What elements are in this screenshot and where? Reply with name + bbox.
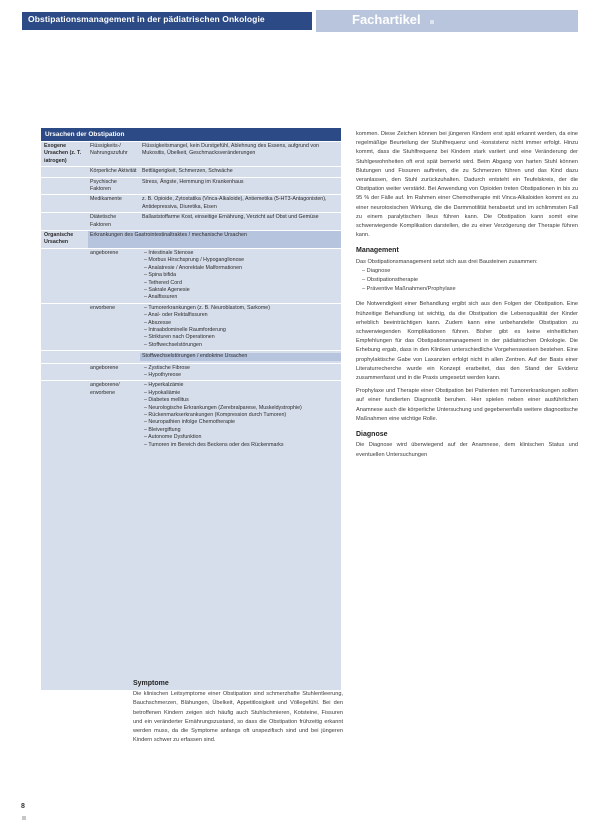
table-row — [41, 248, 341, 303]
table-row — [41, 230, 341, 248]
right-column — [356, 130, 578, 460]
table-cell-type: Flüssigkeits-/ Nahrungszufuhr — [90, 143, 128, 157]
table-cell-item: Ballaststoffarme Kost, einseitige Ernährung, Verzicht auf Obst und Gemüse — [142, 214, 319, 221]
table-cell-item: Flüssigkeitsmangel, kein Durstgefühl, Ablehnung des Essens, aufgrund von Mukositis, Übelkeit, Geschmacksveränderungen — [142, 143, 319, 157]
table-cell-details — [140, 178, 341, 195]
diagnose-text: Die Diagnose wird überwiegend auf der Anamnese, dem klinischen Status und eventuellen Untersuchungen — [356, 442, 578, 458]
table-cell-item: – Strikturen nach Operationen — [144, 334, 215, 341]
table-cell-category — [41, 249, 88, 303]
table-cell-item: – Analatresie / Anorektale Malformationen — [144, 264, 243, 271]
table-cell-type — [88, 351, 140, 362]
table-cell-details — [140, 167, 341, 176]
table-cell-category: Exogene Ursachen (z. T. iatrogen) — [44, 143, 82, 164]
table-cell-details — [140, 249, 341, 303]
table-cell-item: Bettlägerigkeit, Schmerzen, Schwäche — [142, 168, 233, 175]
table-cell-item: – Hypothyreose — [144, 371, 182, 378]
table-subheading: Erkrankungen des Gastrointestinaltraktes / mechanische Ursachen — [88, 231, 341, 248]
table-cell-item: – Tethered Cord — [144, 279, 182, 286]
left-column — [133, 676, 343, 745]
table-cell-type: Diätetische Faktoren — [90, 214, 117, 228]
bottom-marker — [22, 816, 26, 820]
table-cell-category — [41, 351, 88, 362]
table-cell-category — [41, 213, 88, 230]
table-cell-item: – Tumorerkrankungen (z. B. Neuroblastom, Sarkome) — [144, 304, 270, 311]
header-marker — [430, 20, 434, 24]
management-list-item: – Obstipationstherapie — [362, 277, 418, 284]
table-cell-item: z. B. Opioide, Zytostatika (Vinca-Alkaloide), Antiemetika (5-HT3-Antagonisten), Antidepressiva, Diuretika, Eisen — [142, 196, 327, 210]
table-cell-item: – Morbus Hirschsprung / Hypoganglionose — [144, 257, 245, 264]
table-subheading: Stoffwechselstörungen / endokrine Ursachen — [140, 353, 341, 360]
management-list-item: – Präventive Maßnahmen/Prophylaxe — [362, 286, 456, 293]
table-cell-details — [140, 381, 341, 450]
table-cell-details — [140, 304, 341, 350]
table-cell-item: – Hypokaliämie — [144, 389, 181, 396]
table-cell-category — [41, 195, 88, 212]
table-cell-item: – Autonome Dysfunktion — [144, 434, 202, 441]
table-cell-item: – Spina bifida — [144, 272, 177, 279]
table-cell-category — [41, 167, 88, 176]
table-cell-item: – Abszesse — [144, 319, 172, 326]
table-cell-item: – Bleivergiftung — [144, 426, 181, 433]
table-title: Ursachen der Obstipation — [41, 128, 341, 141]
table-cell-type: angeborene — [90, 249, 119, 256]
intro-paragraph: kommen. Diese Zeichen können bei jüngeren Kindern erst spät erkannt werden, da eine regelmäßige Beurteilung der Stuhlfrequenz und -konsistenz nicht immer erfolgt. Hinzu kommt, dass die Stuhlfrequenz bei Kindern stark variiert und eine Veränderung der Stuhlgewohnheiten oft erst spät bemerkt wird. Beim Abgang von harten Stuhl können Blutungen und Fissuren auftreten, die zu Schmerzen führen und das Kind dazu veranlassen, den Stuhl zurückzuhalten. Dadurch entsteht ein Teufelskreis, der die Obstipation weiter verstärkt. Bei Anwendung von Opioiden treten Obstipationen in bis zu 95 % der Fälle auf. Im Rahmen einer Chemotherapie mit Vinca-Alkaloiden kommt es zu einer neurotoxischen Wirkung, die die Darmmotilität herabsetzt und im schlimmsten Fall zu einem paralytischen Ileus führen kann. Die Obstipation kann somit eine schwerwiegende Komplikation darstellen, die zu einer Verzögerung der Therapie führen kann. — [356, 131, 578, 239]
table-cell-type: Medikamente — [90, 196, 122, 203]
table-cell-details — [140, 213, 341, 230]
table-row — [41, 380, 341, 450]
page-header — [0, 0, 600, 36]
table-cell-item: – Tumoren im Bereich des Beckens oder des Rückenmarks — [144, 441, 284, 448]
table-cell-details — [140, 195, 341, 212]
table-cell-item: – Neurologische Erkrankungen (Zerebralparese, Muskeldystrophie) — [144, 404, 302, 411]
table-cell-category: Organische Ursachen — [44, 232, 74, 246]
running-title: Obstipationsmanagement in der pädiatrischen Onkologie — [28, 14, 265, 24]
table-cell-item: – Sakrale Agenesie — [144, 286, 190, 293]
management-paragraph-3: Prophylaxe und Therapie einer Obstipation bei Patienten mit Tumorerkrankungen sollten auf einer fundierten Diagnostik beruhen. Hier spielen neben einer ausführlichen Anamnese auch die körperliche Untersuchung und gegebenenfalls weitere diagnostische Maßnahmen eine wichtige Rolle. — [356, 388, 578, 422]
table-cell-item: – Intestinale Stenose — [144, 249, 194, 256]
causes-table — [41, 128, 341, 690]
table-cell-category — [41, 381, 88, 450]
table-row — [41, 194, 341, 212]
table-cell-type: angeborene/ erworbene — [90, 382, 120, 396]
table-row — [41, 363, 341, 381]
table-cell-type: Körperliche Aktivität — [90, 168, 137, 175]
section-label: Fachartikel — [352, 12, 421, 27]
management-list — [356, 267, 578, 295]
table-row — [41, 177, 341, 195]
table-row — [41, 166, 341, 176]
table-cell-type: Psychische Faktoren — [90, 178, 117, 193]
symptome-paragraph: Die klinischen Leitsymptome einer Obstipation sind schmerzhafte Stuhlentleerung, Bauchschmerzen, Blähungen, Übelkeit, Appetitlosigkeit und Völlegefühl. Bei den betroffenen Kindern zeigen sich häufig auch Stuhlschmieren, Kotsteine, Fissuren und ein veränderter Ernährungszustand, so dass die Obstipation frühzeitig erkannt werden muss, da die Symptome anfangs oft unspezifisch sind und bei jüngeren Kindern schwer zu erfassen sind. — [133, 691, 343, 744]
table-cell-item: – Diabetes mellitus — [144, 397, 189, 404]
table-cell-category — [41, 364, 88, 381]
table-cell-type: angeborene — [90, 364, 119, 371]
table-cell-item: – Rückenmarkserkrankungen (Kompression durch Tumoren) — [144, 412, 287, 418]
table-cell-category — [41, 304, 88, 350]
symptome-heading: Symptome — [133, 680, 169, 687]
management-heading: Management — [356, 247, 399, 255]
table-cell-details — [140, 351, 341, 362]
table-cell-details — [140, 142, 341, 166]
table-row — [41, 303, 341, 350]
table-cell-item: – Anal- oder Rektalfissuren — [144, 312, 208, 319]
table-cell-item: – Intraabdominelle Raumforderung — [144, 326, 226, 333]
table-cell-item: – Hyperkalzämie — [144, 382, 184, 389]
diagnose-heading: Diagnose — [356, 431, 388, 439]
management-paragraph-2: Die Notwendigkeit einer Behandlung ergibt sich aus den Folgen der Obstipation. Eine frühzeitige Behandlung ist wichtig, da die Obstipation die Lebensqualität der Kinder erheblich beeinträchtigen kann. Zudem kann eine unbehandelte Obstipation zu schwerwiegenden Komplikationen führen. Bisher gibt es keine einheitlichen Empfehlungen für das Obstipationsmanagement in der pädiatrischen Onkologie. Die Erhebung ergab, dass in den Kliniken unterschiedliche Vorgehensweisen bestehen. Eine prophylaktische Gabe von Laxanzien erfolgt nicht in allen Zentren. Auf der Basis einer Literaturrecherche wurde ein Konzept erarbeitet, das den Stand der Evidenz zusammenfasst und in die Praxis umgesetzt werden kann. — [356, 301, 578, 382]
table-cell-item: – Stoffwechselstörungen — [144, 341, 202, 348]
management-text: Das Obstipationsmanagement setzt sich aus drei Bausteinen zusammen: — [356, 258, 538, 265]
table-cell-item: – Zystische Fibrose — [144, 364, 190, 371]
table-cell-category — [41, 178, 88, 195]
table-row — [41, 350, 341, 362]
table-row — [41, 212, 341, 230]
table-cell-item: – Neuropathien infolge Chemotherapie — [144, 419, 235, 426]
table-cell-details — [140, 364, 341, 381]
table-cell-item: – Analfissuren — [144, 294, 178, 301]
table-row — [41, 141, 341, 166]
table-cell-item: Stress, Ängste, Hemmung im Krankenhaus — [142, 178, 244, 185]
table-body — [41, 141, 341, 450]
management-list-item: – Diagnose — [362, 267, 391, 274]
table-cell-type: erworbene — [90, 304, 116, 311]
page-number: 8 — [21, 803, 25, 810]
